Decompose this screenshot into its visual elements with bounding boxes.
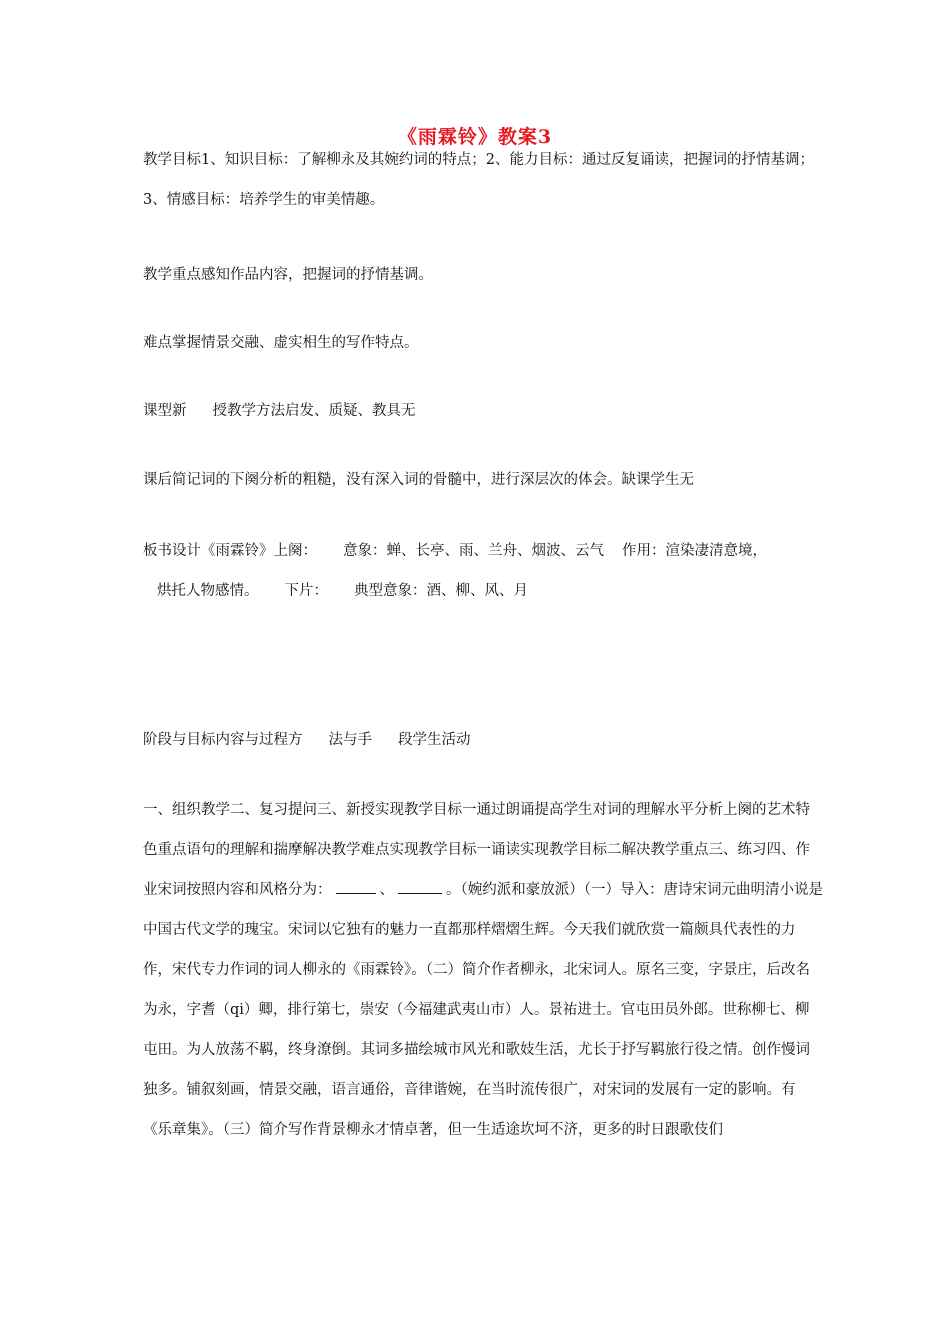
board-design-effect: 作用：渲染凄清意境， xyxy=(622,543,767,559)
lesson-type xyxy=(143,391,823,431)
fill-blank xyxy=(336,879,376,894)
board-design-upper: 板书设计《雨霖铃》上阕： xyxy=(143,543,317,559)
document-title: 《雨霖铃》教案3 xyxy=(397,126,553,148)
teaching-difficulty: 难点掌握情景交融、虚实相生的写作特点。 xyxy=(143,335,419,351)
teaching-objectives: 教学目标1、知识目标：了解柳永及其婉约词的特点；2、能力目标：通过反复诵读，把握词的抒情基调；3、情感目标：培养学生的审美情趣。 xyxy=(143,152,814,208)
board-design-typical-imagery: 典型意象：酒、柳、风、月 xyxy=(354,583,528,599)
board-design-lower: 下片： xyxy=(284,583,328,599)
table-header-stage: 阶段与目标内容与过程方 xyxy=(143,732,303,748)
teaching-key-point: 教学重点感知作品内容，把握词的抒情基调。 xyxy=(143,267,433,283)
lesson-body-continued: 。（婉约派和豪放派）（一）导入：唐诗宋词元曲明清小说是中国古代文学的瑰宝。宋词以它独有的魅力一直都那样熠熠生辉。今天我们就欣赏一篇颇具代表性的力作，宋代专力作词的词人柳永的《雨霖铃》。（二）简介作者柳永，北宋词人。原名三变，字景庄，后改名为永，字耆（qi）卿，排行第七，崇安（今福建武夷山市）人。景祐进士。官屯田员外郎。世称柳七、柳屯田。为人放荡不羁，终身潦倒。其词多描绘城市风光和歌妓生活，尤长于抒写羁旅行役之情。创作慢词独多。铺叙刻画，情景交融，语言通俗，音律谐婉，在当时流传很广，对宋词的发展有一定的影响。有《乐章集》。（三）简介写作背景柳永才情卓著，但一生适途坎坷不济，更多的时日跟歌伎们 xyxy=(143,882,823,1138)
teaching-method: 授教学方法启发、质疑、教具无 xyxy=(212,403,416,419)
lesson-body-text: 一、组织教学二、复习提问三、新授实现教学目标一通过朗诵提高学生对词的理解水平分析上阕的艺术特色重点语句的理解和揣摩解决教学难点实现教学目标一诵读实现教学目标二解决教学重点三、练习四、作业宋词按照内容和风格分为： xyxy=(143,802,810,898)
blank-separator: 、 xyxy=(379,882,394,898)
lesson-type-label: 课型新 xyxy=(143,403,187,419)
board-design-emotion: 烘托人物感情。 xyxy=(157,583,259,599)
stage-table-header xyxy=(143,720,823,760)
table-header-activity: 段学生活动 xyxy=(398,732,471,748)
board-design xyxy=(143,531,833,611)
after-class-note: 课后简记词的下阕分析的粗糙，没有深入词的骨髓中，进行深层次的体会。缺课学生无 xyxy=(143,472,694,488)
lesson-body xyxy=(143,790,823,1210)
fill-blank xyxy=(398,879,442,894)
table-header-method: 法与手 xyxy=(328,732,372,748)
board-design-imagery: 意象：蝉、长亭、雨、兰舟、烟波、云气 xyxy=(343,543,604,559)
